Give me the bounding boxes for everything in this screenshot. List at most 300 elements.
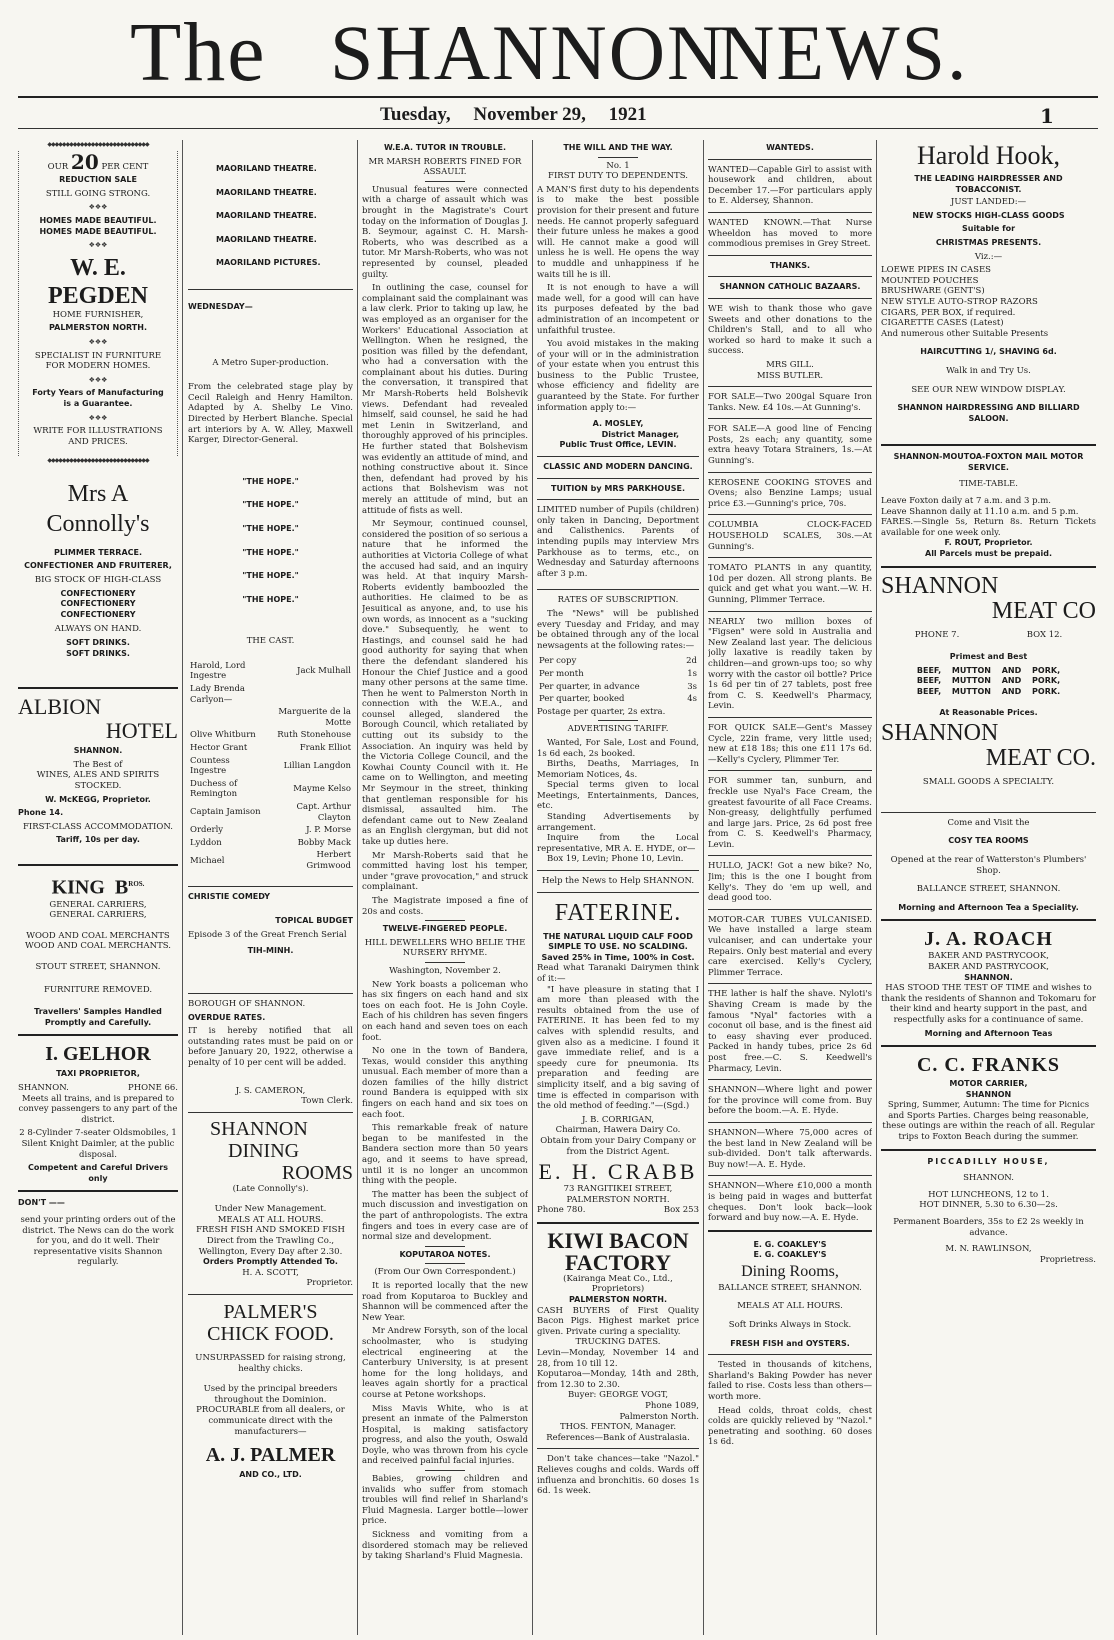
topical-heading: TOPICAL BUDGET <box>275 916 353 926</box>
divider <box>708 557 872 558</box>
king-text: STOUT STREET, SHANNON. <box>35 962 161 972</box>
pegden-text: PER CENT <box>101 161 149 172</box>
crabb-text: 73 RANGITIKEI STREET, <box>563 1184 673 1195</box>
faterine-saved: Saved 25% in Time, 100% in Cost. <box>541 952 695 962</box>
rates-value: 4s <box>687 694 697 705</box>
rates-table <box>537 654 699 706</box>
divider <box>708 983 872 984</box>
cast-row <box>190 661 351 682</box>
mail-heading: SHANNON-MOUTOA-FOXTON MAIL MOTOR SERVICE. <box>893 452 1084 472</box>
coakley-text: BALLANCE STREET, SHANNON. <box>718 1282 862 1293</box>
article-paragraph: Babies, growing children and invalids who suffer from stomach troubles will find relief in Sharland's Fluid Magnesia. Larger bottle—lower price. <box>362 1474 528 1527</box>
meat-name: SHANNON <box>881 572 999 599</box>
column-divider <box>532 140 533 1635</box>
hook-text: Suitable for <box>961 224 1016 234</box>
franks-text: Spring, Summer, Autumn: The time for Picnics and Sports Parties. Charges being reasonable, these outings are within the reach of all. Regular trips to Foxton Beach during the summer. <box>882 1100 1095 1143</box>
rates-row <box>539 656 697 667</box>
pegden-text: STILL GOING STRONG. <box>45 188 151 199</box>
pegden-text: HOMES MADE BEAUTIFUL. <box>39 226 157 236</box>
pegden-text: OUR <box>47 161 69 172</box>
rates-label: Per quarter, booked <box>539 694 625 705</box>
classified-item: FOR QUICK SALE—Gent's Massey Cycle, 22in frame, very little used; new at £18 18s; this one £11 17s 6d.—Kelly's Cyclery, Plimmer Ter. <box>708 722 872 765</box>
classified-item: FOR SALE—Two 200gal Square Iron Tanks. New. £4 10s.—At Gunning's. <box>708 392 872 413</box>
divider <box>708 472 872 473</box>
kiwi-text: Levin—Monday, November 14 and 28, from 10 till 12. <box>537 1348 699 1369</box>
ornament-icon: ❖❖❖ <box>88 203 108 212</box>
divider <box>537 892 699 893</box>
from-text: From the celebrated stage play by Cecil Raleigh and Henry Hamilton. Adapted by A. Shelby Le Vino. Directed by Herbert Blanche. Special art interiors by A. W. Alley, Maxwell Karger, Director-General. <box>188 382 353 446</box>
faterine-text: Chairman, Hawera Dairy Co. <box>555 1125 681 1136</box>
theatre-line: MAORILAND PICTURES. <box>216 258 321 268</box>
classified-item: KEROSENE COOKING STOVES and Ovens; also Benzine Lamps; usual price £3.—Gunning's price, 70s. <box>708 477 872 509</box>
hope-line: "THE HOPE." <box>242 523 299 533</box>
mosley-office: Public Trust Office, LEVIN. <box>559 440 677 450</box>
article-paragraph: The matter has been the subject of much discussion and investigation on the part of anthropologists. The extra fingers and toes in every case are of normal size and development. <box>362 1189 528 1243</box>
connolly-name: Mrs A Connolly's <box>46 480 150 537</box>
dining-name: DINING <box>228 1139 300 1162</box>
classified-item: TOMATO PLANTS in any quantity, 10d per dozen. All strong plants. Be quick and get what you want.—W. H. Gunning, Plimmer Terrace. <box>708 563 872 605</box>
cast-row <box>190 707 351 728</box>
piccadilly-text: Permanent Boarders, 35s to £2 2s weekly in advance. <box>893 1217 1084 1238</box>
gelhor-text: Meets all trains, and is prepared to convey passengers to any part of the district. <box>18 1093 178 1125</box>
dining-name: ROOMS <box>281 1161 353 1184</box>
cast-actor: Marguerite de la Motte <box>278 707 351 728</box>
dateline <box>380 104 665 126</box>
ornament-border: ◆◆◆◆◆◆◆◆◆◆◆◆◆◆◆◆◆◆◆◆◆◆◆◆◆◆◆◆ <box>47 457 149 465</box>
coakley-text: MEALS AT ALL HOURS. <box>737 1301 843 1312</box>
cast-role: Harold, Lord Ingestre <box>190 660 246 682</box>
pegden-text: Forty Years of Manufacturing <box>32 388 164 398</box>
connolly-text: BIG STOCK OF HIGH-CLASS <box>34 575 162 586</box>
column-2 <box>188 140 353 1635</box>
wanteds-heading: WANTEDS. <box>766 143 814 152</box>
kiwi-text: TRUCKING DATES. <box>575 1337 661 1348</box>
meat-text: BOX 12. <box>1026 629 1063 640</box>
adv-heading: ADVERTISING TARIFF. <box>567 724 669 735</box>
wea-subheading: MR MARSH ROBERTS FINED FOR ASSAULT. <box>368 156 522 178</box>
tearooms-text: Morning and Afternoon Tea a Speciality. <box>898 902 1079 912</box>
kiwi-text: Buyer: GEORGE VOGT, <box>567 1390 669 1401</box>
article-paragraph: In outlining the case, counsel for complainant said the complainant was a law clerk. Prior to taking up law, he was employed as an organiser for the Workers' Educational Association at Wellington. When he resigned, the position was filled by the defendant, who had a conversation with the complainant about his duties. During the conversation, it transpired that Mr Marsh-Roberts held Bolshevik views. Defendant had revealed himself, said counsel, he said he had met Lenin in Switzerland, and thoroughly approved of his principles. He further stated that Bolshevism was evidently an attitude of mind, and nothing constructive about it. Since then, defendant had proved by his actions that Bolshevism was not merely an attitude of mind, but an attitude of fists as well. <box>362 283 528 516</box>
divider <box>537 870 699 871</box>
page-number: 1 <box>1040 104 1054 128</box>
kiwi-text: Palmerston North. <box>619 1411 699 1422</box>
kiwi-text: (Kairanga Meat Co., Ltd., Proprietors) <box>563 1273 673 1295</box>
tearooms-heading: COSY TEA ROOMS <box>948 836 1029 846</box>
hook-item: LOEWE PIPES IN CASES <box>881 265 991 276</box>
koputaroa-from: (From Our Own Correspondent.) <box>374 1267 516 1278</box>
divider <box>188 289 353 290</box>
franks-name: C. C. FRANKS <box>916 1054 1061 1077</box>
rates-text: The "News" will be published every Tuesday and Friday, and may be obtained through any of the local newsagents at the following rates:— <box>537 608 699 651</box>
divider <box>18 864 178 866</box>
mail-text: Leave Shannon daily at 11.10 a.m. and 5 p.m. <box>881 506 1079 517</box>
divider <box>708 418 872 419</box>
kiwi-name: KIWI BACON <box>547 1227 689 1253</box>
divider <box>881 919 1096 921</box>
divider <box>708 770 872 771</box>
meat-text: SMALL GOODS A SPECIALTY. <box>922 777 1055 788</box>
pegden-text: is a Guarantee. <box>63 398 133 408</box>
rates-label: Per quarter, in advance <box>539 681 640 692</box>
pegden-percent: 20 <box>70 149 99 174</box>
king-text: FURNITURE REMOVED. <box>43 984 153 995</box>
hook-text: HAIRCUTTING 1/, SHAVING 6d. <box>920 347 1057 357</box>
dining-text: FRESH FISH AND SMOKED FISH <box>196 1225 345 1236</box>
nazol-text: Don't take chances—take "Nazol." Relieves coughs and colds. Wards off influenza and bronchitis. 60 doses 1s 6d. 1s week. <box>537 1454 699 1497</box>
roach-text: BAKER AND PASTRYCOOK, <box>928 961 1049 972</box>
connolly-text: CONFECTIONER AND FRUITERER, <box>24 561 172 571</box>
roach-text: HAS STOOD THE TEST OF TIME and wishes to thank the residents of Shannon and Tokomaru for their kind and hearty support in the past, and respectfully asks for a continuance of same. <box>881 983 1096 1025</box>
divider <box>708 855 872 856</box>
palmer-text: UNSURPASSED for raising strong, healthy chicks. <box>195 1353 346 1374</box>
albion-text: W. McKEGG, Proprietor. <box>45 794 151 804</box>
piccadilly-text: HOT DINNER, 5.30 to 6.30—2s. <box>919 1200 1058 1211</box>
faterine-name-sig: J. B. CORRIGAN, <box>582 1114 654 1125</box>
divider <box>708 159 872 160</box>
twelve-heading: TWELVE-FINGERED PEOPLE. <box>382 924 508 934</box>
piccadilly-text: SHANNON. <box>963 1173 1014 1184</box>
baking-text: Tested in thousands of kitchens, Sharland's Baking Powder has never failed to rise. Costs less than others—worth more. <box>708 1360 872 1403</box>
dining-text: Proprietor. <box>306 1278 353 1289</box>
palmer-text: Used by the principal breeders throughout the Dominion. PROCURABLE from all dealers, or communicate direct with the manufacturers— <box>196 1384 345 1437</box>
cast-row <box>190 838 351 849</box>
classified-item: THE lather is half the shave. Nyloti's Shaving Cream is made by the famous "Nyal" factories with a coconut oil base, and is the finest aid to easy shaving ever produced. Packed in handy tubes, price 2s 6d post free.—C. S. Keedwell's Pharmacy, Levin. <box>708 989 872 1074</box>
hook-item: NEW STYLE AUTO-STROP RAZORS <box>881 296 1038 307</box>
twelve-subheading: HILL DEWELLERS WHO BELIE THE NURSERY RHYME. <box>364 937 526 959</box>
albion-name: HOTEL <box>105 718 178 744</box>
thanks-heading: THANKS. <box>769 260 811 270</box>
albion-text: Phone 14. <box>18 808 64 818</box>
dancing-text: LIMITED number of Pupils (children) only taken in Dancing, Deportment and Calisthenics. Parents of intending pupils may interview Mrs Parkhouse as to terms, etc., on Wednesday and Saturday afternoons after 3 p.m. <box>537 505 699 579</box>
rates-row <box>539 694 697 705</box>
piccadilly-text: HOT LUNCHEONS, 12 to 1. <box>928 1189 1049 1200</box>
help-text: Help the News to Help SHANNON. <box>541 876 695 887</box>
meat-name: MEAT CO <box>991 597 1096 624</box>
divider <box>537 456 699 457</box>
hope-line: "THE HOPE." <box>242 594 299 604</box>
classified-item: SHANNON—Where 75,000 acres of the best land in New Zealand will be sub-divided. Don't talk afterwards. Buy now!—A. E. Hyde. <box>708 1127 872 1170</box>
dancing-heading: CLASSIC AND MODERN DANCING. <box>543 462 693 472</box>
overdue-text: IT is hereby notified that all outstanding rates must be paid on or before January 20, 1922, otherwise a penalty of 10 per cent will be added. <box>188 1026 353 1068</box>
hope-line: "THE HOPE." <box>242 571 299 581</box>
ornament-icon: ❖❖❖ <box>88 375 108 384</box>
cast-actor: Mayme Kelso <box>293 784 351 795</box>
king-text: GENERAL CARRIERS, <box>49 910 147 921</box>
rates-heading: RATES OF SUBSCRIPTION. <box>557 595 679 606</box>
dont-text: send your printing orders out of the district. The News can do the work for you, and do it well. Their representative visits Shannon regularly. <box>20 1214 176 1268</box>
divider <box>425 920 465 921</box>
cast-role: Lyddon <box>190 837 222 848</box>
dining-text: H. A. SCOTT, <box>242 1267 299 1278</box>
cast-role: Orderly <box>190 825 224 836</box>
pegden-text: HOMES MADE BEAUTIFUL. <box>39 215 157 225</box>
faterine-name: FATERINE. <box>554 899 682 926</box>
adv-text: Special terms given to local Meetings, Entertainments, Dances, etc. <box>537 780 699 812</box>
cast-row <box>190 756 351 777</box>
cast-actor: Frank Elliot <box>299 743 351 754</box>
column-divider <box>182 140 183 1635</box>
column-4 <box>537 140 699 1635</box>
connolly-text: CONFECTIONERY <box>60 599 136 609</box>
pegden-text: REDUCTION SALE <box>59 175 137 185</box>
mail-text: FARES.—Single 5s, Return 8s. Return Tickets available for one week only. <box>881 517 1096 538</box>
divider <box>188 1294 353 1295</box>
article-paragraph: The Magistrate imposed a fine of 20s and costs. <box>362 895 528 917</box>
cast-role: Captain Jamison <box>190 807 261 818</box>
albion-text: SHANNON. <box>73 746 123 756</box>
pegden-text: FOR MODERN HOMES. <box>45 361 151 372</box>
masthead-news: NEWS. <box>718 9 969 96</box>
cast-actor: Lillian Langdon <box>283 760 351 771</box>
gelhor-text: TAXI PROPRIETOR, <box>56 1069 140 1079</box>
wednesday-heading: WEDNESDAY— <box>188 301 253 311</box>
franks-text: MOTOR CARRIER, <box>949 1079 1028 1089</box>
connolly-text: SOFT DRINKS. <box>66 648 130 658</box>
column-6 <box>881 140 1096 1635</box>
will-heading: THE WILL AND THE WAY. <box>563 143 673 152</box>
cast-row <box>190 779 351 800</box>
albion-text: STOCKED. <box>74 781 122 791</box>
divider <box>598 157 638 158</box>
tearooms-text: Come and Visit the <box>947 817 1030 828</box>
theatre-line: MAORILAND THEATRE. <box>216 234 317 244</box>
kiwi-text: Koputaroa—Monday, 14th and 28th, from 12.30 to 2.30. <box>537 1369 699 1390</box>
dateline-day: Tuesday, <box>380 104 451 125</box>
article-paragraph: A MAN'S first duty to his dependents is to make the best possible provision for their present and future needs. He cannot properly safeguard their future unless he makes a good will. He cannot make a good will unless he is well. He opens the way to muddle and unhappiness if he waits till he is ill. <box>537 184 699 280</box>
cast-actor: Jack Mulhall <box>297 666 351 677</box>
crabb-text: Box 253 <box>663 1205 699 1216</box>
dining-text: Direct from the Trawling Co., Wellington, Every Day after 2.30. <box>198 1236 343 1257</box>
divider <box>537 1448 699 1449</box>
christie-heading: CHRISTIE COMEDY <box>188 891 271 901</box>
column-3 <box>362 140 528 1635</box>
pegden-text: PALMERSTON NORTH. <box>49 323 147 333</box>
gelhor-text: 2 8-Cylinder 7-seater Oldsmobiles, 1 Silent Knight Daimler, at the public disposal. <box>19 1128 177 1160</box>
cast-actor: Ruth Stonehouse <box>277 730 351 741</box>
kiwi-text: Phone 1089, <box>645 1401 699 1411</box>
dining-text: (Late Connolly's). <box>232 1183 309 1194</box>
tearooms-text: Opened at the rear of Watterston's Plumbers' Shop. <box>890 854 1087 876</box>
ajpalmer-name: A. J. PALMER <box>205 1444 336 1467</box>
classified-item: WE wish to thank those who gave Sweets and other donations to the Children's Stall, and to all who worked so hard to make it such a success. <box>708 303 872 357</box>
dining-name: SHANNON <box>210 1117 308 1140</box>
cast-actor: Capt. Arthur Clayton <box>296 802 351 823</box>
mosley-name: A. MOSLEY, <box>592 419 644 429</box>
theatre-line: MAORILAND THEATRE. <box>216 164 317 173</box>
cast-role: Countess Ingestre <box>190 755 230 777</box>
article-paragraph: Unusual features were connected with a charge of assault which was brought in the Magistrate's Court today on the information of Douglas J. B. Seymour, against C. H. Marsh-Roberts, who was described as a tutor. Mr Marsh-Roberts, who was not represented by counsel, pleaded guilty. <box>362 184 528 280</box>
classified-item: SHANNON—Where £10,000 a month is being paid in wages and butterfat cheques. Don't look back—look forward and buy now.—A. E. Hyde. <box>708 1181 872 1224</box>
masthead-rule <box>18 96 1098 98</box>
crabb-text: PALMERSTON NORTH. <box>566 1194 670 1205</box>
faterine-text: "I have pleasure in stating that I am more than pleased with the results obtained from the use of FATERINE. It has been fed to my calves with splendid results, and given also as a medicine. I found it gave immediate relief, and is a speedy cure for pneumonia. Its preparation and feeding are simplicity itself, and a big saving of time is effected in comparison with the old method of feeding."—(Sgd.) <box>537 984 699 1112</box>
divider <box>598 720 638 721</box>
classified-item: HULLO, JACK! Got a new bike? No, Jim; this is the one I bought from Kelly's. They do 'em up well, and dead good too. <box>708 861 872 904</box>
column-5 <box>708 140 872 1635</box>
divider <box>537 499 699 500</box>
roach-text: BAKER AND PASTRYCOOK, <box>928 951 1049 962</box>
rates-row <box>539 669 697 680</box>
divider <box>708 1122 872 1123</box>
adv-text: Box 19, Levin; Phone 10, Levin. <box>547 854 684 865</box>
connolly-text: CONFECTIONERY <box>60 609 136 619</box>
divider <box>425 1263 465 1264</box>
hook-text: SEE OUR NEW WINDOW DISPLAY. <box>911 384 1066 395</box>
king-text: Travellers' Samples Handled <box>34 1007 162 1017</box>
hook-item: BRUSHWARE (GENT'S) <box>881 286 985 297</box>
cast-table <box>188 659 353 874</box>
borough-heading: BOROUGH OF SHANNON. <box>188 998 306 1009</box>
rates-label: Per month <box>539 668 584 679</box>
pegden-text: HOME FURNISHER, <box>52 309 144 320</box>
article-paragraph: New York boasts a policeman who has six fingers on each hand and six toes on each foot. He is John Coyle. Each of his children has seven fingers on each hand and seven toes on each foot. <box>362 979 528 1043</box>
cast-role: Olive Whitburn <box>190 730 256 741</box>
classified-item: WANTED KNOWN.—That Nurse Wheeldon has moved to more commodious premises in Grey Street. <box>708 217 872 250</box>
article-paragraph: Mr Marsh-Roberts said that he committed having lost his temper, under "grave provocation," and struck complainant. <box>362 850 528 893</box>
adv-text: Standing Advertisements by arrangement. <box>537 812 699 833</box>
king-text: WOOD AND COAL MERCHANTS. <box>25 941 171 952</box>
rates-label: Per copy <box>539 656 577 667</box>
cast-row <box>190 825 351 836</box>
article-paragraph: This remarkable freak of nature began to be manifested in the Bandera section more than 50 years ago, and it seems to have spread, until it is no longer an uncommon thing with the people. <box>362 1123 528 1187</box>
piccadilly-text: M. N. RAWLINSON, <box>945 1244 1032 1255</box>
albion-text: Tariff, 10s per day. <box>56 835 140 845</box>
hope-line: "THE HOPE." <box>242 547 299 557</box>
coakley-name: E. G. COAKLEY'S <box>753 1239 827 1249</box>
connolly-text: PLIMMER TERRACE. <box>53 547 143 557</box>
divider <box>188 993 353 994</box>
king-name: KING <box>51 876 105 899</box>
albion-text: WINES, ALES AND SPIRITS <box>36 770 160 781</box>
will-subheading: FIRST DUTY TO DEPENDENTS. <box>548 171 688 182</box>
cast-row <box>190 743 351 754</box>
hook-item: And numerous other Suitable Presents <box>881 328 1049 339</box>
article-paragraph: Sickness and vomiting from a disordered stomach may be relieved by taking Sharland's Fluid Magnesia. <box>362 1530 528 1562</box>
divider <box>537 589 699 590</box>
ornament-icon: ❖❖❖ <box>88 241 108 250</box>
adv-text: Births, Deaths, Marriages, In Memoriam Notices, 4s. <box>537 759 699 780</box>
koputaroa-heading: KOPUTAROA NOTES. <box>399 1249 491 1259</box>
theatre-list <box>188 164 353 269</box>
theatre-line: MAORILAND THEATRE. <box>216 187 317 197</box>
divider <box>881 812 1096 813</box>
hook-text: CHRISTMAS PRESENTS. <box>935 237 1042 247</box>
classified-item: COLUMBIA CLOCK-FACED HOUSEHOLD SCALES, 30s.—At Gunning's. <box>708 520 872 552</box>
meat-beef: BEEF, MUTTON AND PORK, <box>916 665 1061 675</box>
divider <box>708 514 872 515</box>
rates-row <box>539 682 697 693</box>
gelhor-text: SHANNON. <box>18 1082 69 1093</box>
divider <box>425 181 465 182</box>
piccadilly-text: Proprietress. <box>1039 1254 1096 1265</box>
divider <box>708 909 872 910</box>
cast-actor: J. P. Morse <box>306 825 351 836</box>
column-divider <box>703 140 704 1635</box>
cast-actor: Bobby Mack <box>297 837 351 848</box>
mail-text: F. ROUT, Proprietor. <box>944 538 1033 548</box>
divider <box>708 1175 872 1176</box>
cast-actor: Herbert Grimwood <box>306 850 351 871</box>
albion-text: The Best of <box>73 759 123 770</box>
albion-text: FIRST-CLASS ACCOMMODATION. <box>23 821 173 832</box>
ornament-border: ◆◆◆◆◆◆◆◆◆◆◆◆◆◆◆◆◆◆◆◆◆◆◆◆◆◆◆◆ <box>47 141 149 148</box>
article-paragraph: It is not enough to have a will made well, for a good will can have its purposes defeated by the bad administration of an incompetent or unfaithful trustee. <box>537 283 699 336</box>
hook-text: Viz.:— <box>974 251 1003 262</box>
kiwi-text: References—Bank of Australasia. <box>546 1432 690 1443</box>
divider <box>881 566 1096 568</box>
divider <box>881 1149 1096 1151</box>
coakley-text: Soft Drinks Always in Stock. <box>728 1320 852 1331</box>
hook-item: CIGARETTE CASES (Latest) <box>881 318 1004 329</box>
divider <box>708 255 872 256</box>
coakley-dining: Dining Rooms, <box>741 1262 839 1280</box>
mail-text: TIME-TABLE. <box>959 479 1018 490</box>
king-text: GENERAL CARRIERS, <box>49 899 147 910</box>
divider <box>708 1230 872 1232</box>
rates-value: 3s <box>687 681 697 692</box>
hook-item: MOUNTED POUCHES <box>881 275 979 286</box>
divider <box>425 1470 465 1471</box>
cast-row <box>190 730 351 741</box>
divider <box>425 1246 465 1247</box>
thanks-sig: MRS GILL. <box>766 359 814 370</box>
cast-row <box>190 684 351 705</box>
dining-text: Under New Management. <box>214 1204 327 1215</box>
classified-item: SHANNON—Where light and power for the province will come from. Buy before the boom.—A. E. Hyde. <box>708 1085 872 1117</box>
divider <box>18 1190 178 1192</box>
ornament-icon: ❖❖❖ <box>88 337 108 346</box>
meat-beef: BEEF, MUTTON AND PORK, <box>916 676 1061 686</box>
divider <box>188 1112 353 1113</box>
tih-heading: TIH-MINH. <box>247 946 294 956</box>
article-paragraph: No one in the town of Bandera, Texas, would consider this anything unusual. Each member of more than a dozen families of the hilly district round Bandera is equipped with six fingers on each hand and six toes on each foot. <box>362 1046 528 1120</box>
ajpalmer-text: AND CO., LTD. <box>239 1470 302 1480</box>
cast-role: Duchess of Remington <box>190 778 238 800</box>
coakley-text: FRESH FISH and OYSTERS. <box>730 1338 850 1348</box>
meat-text: At Reasonable Prices. <box>939 707 1038 717</box>
masthead-the: The <box>130 6 267 99</box>
divider <box>708 298 872 299</box>
gelhor-name: I. GELHOR <box>45 1043 151 1066</box>
hook-item: CIGARS, PER BOX, if required. <box>881 307 1016 318</box>
pegden-advert <box>18 151 178 457</box>
mail-text: All Parcels must be prepaid. <box>925 549 1052 559</box>
divider <box>708 276 872 277</box>
pegden-text: SPECIALIST IN FURNITURE <box>34 350 162 361</box>
connolly-text: CONFECTIONERY <box>60 588 136 598</box>
divider <box>18 1034 178 1036</box>
classified-item: NEARLY two million boxes of "Figsen" were sold in Australia and New Zealand last year. The delicious jolly laxative is readily taken by children—and grown-ups too; so why worry with the castor oil bottle? Price 1s 6d per tin of 27 tablets, post free from C. S. Keedwell's Pharmacy, Levin. <box>708 616 872 712</box>
divider <box>708 212 872 213</box>
cast-row <box>190 802 351 823</box>
piccadilly-heading: PICCADILLY HOUSE, <box>927 1156 1050 1166</box>
pegden-name: W. E. PEGDEN <box>47 254 148 309</box>
hook-name: Harold Hook, <box>917 141 1060 170</box>
town-clerk: Town Clerk. <box>301 1096 353 1107</box>
gelhor-text: PHONE 66. <box>128 1082 178 1093</box>
theatre-line: MAORILAND THEATRE. <box>216 211 317 221</box>
tearooms-text: BALLANCE STREET, SHANNON. <box>916 884 1061 895</box>
article-paragraph: You avoid mistakes in the making of your will or in the administration of your estate when you entrust this business to the Public Trustee, whose efficiency and fidelity are guaranteed by the State. For further information apply to:— <box>537 339 699 413</box>
mail-text: Leave Foxton daily at 7 a.m. and 3 p.m. <box>881 496 1052 507</box>
ornament-icon: ❖❖❖ <box>88 413 108 422</box>
kiwi-text: PALMERSTON NORTH. <box>569 1295 667 1305</box>
meat-name: SHANNON <box>881 720 999 747</box>
overdue-heading: OVERDUE RATES. <box>188 1012 266 1022</box>
roach-name: J. A. ROACH <box>924 928 1053 951</box>
faterine-sub: THE NATURAL LIQUID CALF FOOD SIMPLE TO USE. NO SCALDING. <box>543 931 693 952</box>
